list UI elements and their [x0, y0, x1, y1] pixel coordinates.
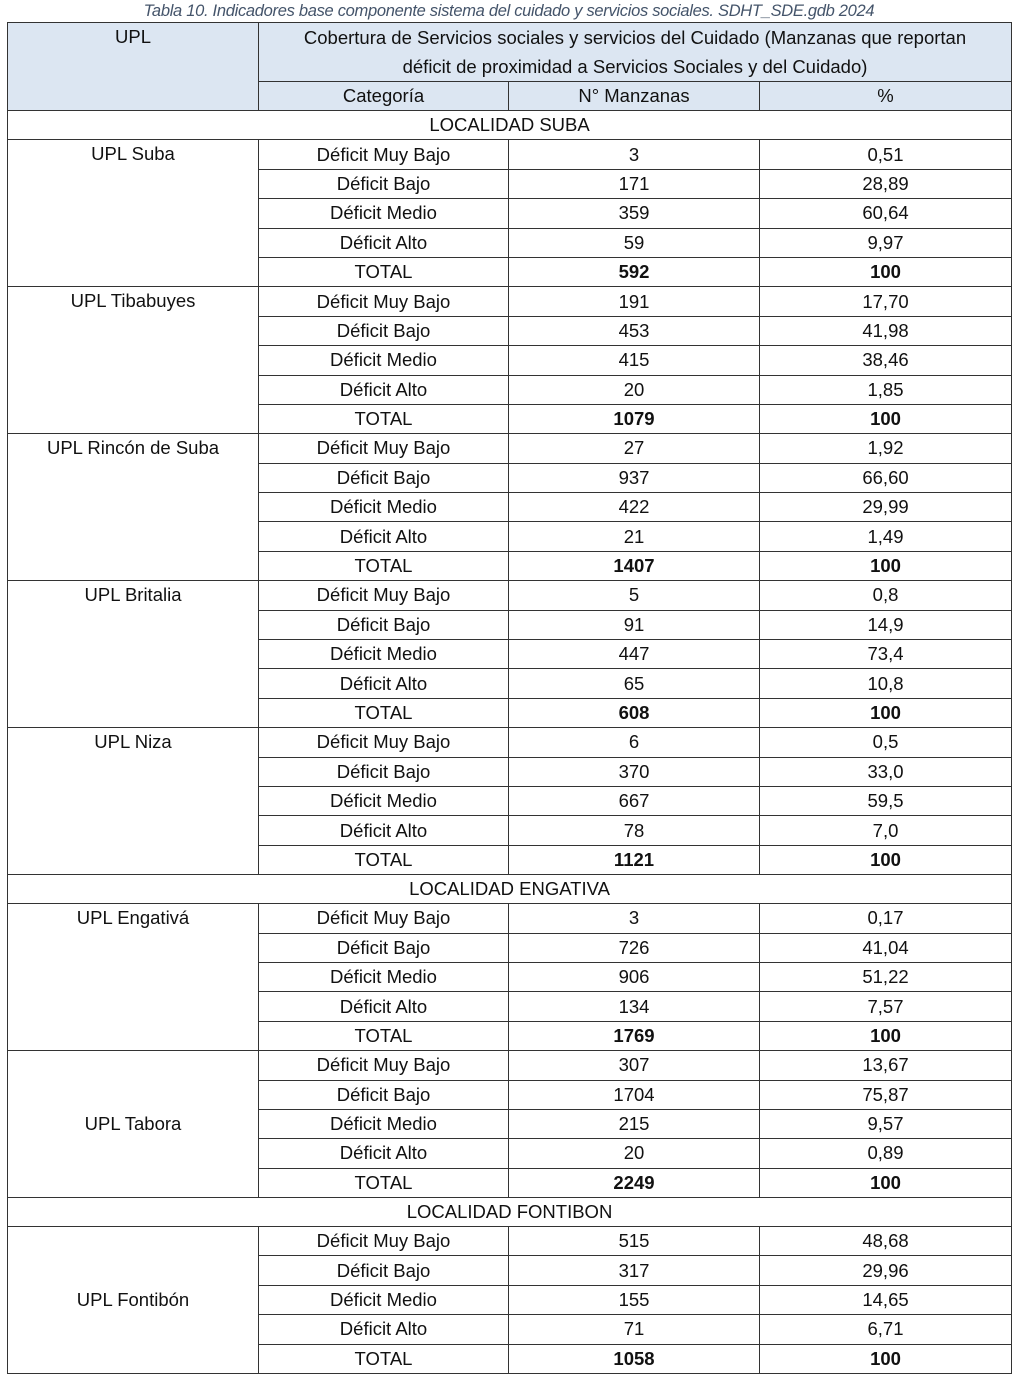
category-cell: Déficit Medio [259, 346, 509, 375]
percent-cell: 41,98 [760, 316, 1012, 345]
manzanas-cell: 1121 [509, 845, 760, 874]
table-caption: Tabla 10. Indicadores base componente sistema del cuidado y servicios sociales. SDHT_SDE.gdb 2024 [143, 2, 875, 20]
manzanas-cell: 171 [509, 169, 760, 198]
table-row [8, 287, 1012, 316]
manzanas-cell: 71 [509, 1315, 760, 1344]
category-cell: TOTAL [259, 1168, 509, 1197]
percent-cell: 7,0 [760, 816, 1012, 845]
percent-cell: 100 [760, 1021, 1012, 1050]
upl-name: UPL Fontibón [8, 1227, 259, 1374]
manzanas-cell: 3 [509, 140, 760, 169]
category-cell: Déficit Alto [259, 816, 509, 845]
percent-cell: 1,49 [760, 522, 1012, 551]
percent-cell: 0,51 [760, 140, 1012, 169]
manzanas-cell: 155 [509, 1285, 760, 1314]
percent-cell: 28,89 [760, 169, 1012, 198]
header-title-strong: Cobertura de Servicios sociales y servicios del Cuidado [303, 27, 760, 48]
percent-cell: 51,22 [760, 962, 1012, 991]
manzanas-cell: 2249 [509, 1168, 760, 1197]
manzanas-cell: 415 [509, 346, 760, 375]
localidad-row [8, 1198, 1012, 1227]
category-cell: Déficit Medio [259, 640, 509, 669]
percent-cell: 100 [760, 404, 1012, 433]
manzanas-cell: 191 [509, 287, 760, 316]
percent-cell: 29,96 [760, 1256, 1012, 1285]
percent-cell: 9,57 [760, 1109, 1012, 1138]
category-cell: TOTAL [259, 257, 509, 286]
category-cell: Déficit Bajo [259, 463, 509, 492]
category-cell: Déficit Muy Bajo [259, 904, 509, 933]
category-cell: Déficit Alto [259, 1315, 509, 1344]
header-percent: % [760, 82, 1012, 111]
percent-cell: 59,5 [760, 786, 1012, 815]
table-row [8, 140, 1012, 169]
manzanas-cell: 1079 [509, 404, 760, 433]
manzanas-cell: 21 [509, 522, 760, 551]
header-title [259, 23, 1012, 82]
localidad-label: LOCALIDAD ENGATIVA [8, 875, 1012, 904]
category-cell: Déficit Muy Bajo [259, 1227, 509, 1256]
category-cell: Déficit Alto [259, 669, 509, 698]
percent-cell: 0,8 [760, 581, 1012, 610]
percent-cell: 100 [760, 1344, 1012, 1373]
header-upl: UPL [8, 23, 259, 111]
percent-cell: 14,9 [760, 610, 1012, 639]
header-categoria: Categoría [259, 82, 509, 111]
category-cell: Déficit Medio [259, 1285, 509, 1314]
category-cell: Déficit Medio [259, 493, 509, 522]
manzanas-cell: 59 [509, 228, 760, 257]
percent-cell: 48,68 [760, 1227, 1012, 1256]
percent-cell: 0,5 [760, 728, 1012, 757]
manzanas-cell: 215 [509, 1109, 760, 1138]
category-cell: Déficit Alto [259, 992, 509, 1021]
category-cell: Déficit Bajo [259, 169, 509, 198]
manzanas-cell: 1769 [509, 1021, 760, 1050]
table-row [8, 728, 1012, 757]
upl-name: UPL Engativá [8, 904, 259, 1051]
manzanas-cell: 1407 [509, 551, 760, 580]
percent-cell: 100 [760, 845, 1012, 874]
percent-cell: 38,46 [760, 346, 1012, 375]
localidad-label: LOCALIDAD SUBA [8, 111, 1012, 140]
percent-cell: 100 [760, 551, 1012, 580]
manzanas-cell: 726 [509, 933, 760, 962]
category-cell: TOTAL [259, 1344, 509, 1373]
category-cell: Déficit Bajo [259, 757, 509, 786]
table-row [8, 434, 1012, 463]
table-body [8, 111, 1012, 1374]
category-cell: TOTAL [259, 551, 509, 580]
table-row [8, 1051, 1012, 1080]
percent-cell: 73,4 [760, 640, 1012, 669]
manzanas-cell: 5 [509, 581, 760, 610]
percent-cell: 17,70 [760, 287, 1012, 316]
manzanas-cell: 592 [509, 257, 760, 286]
localidad-row [8, 875, 1012, 904]
manzanas-cell: 447 [509, 640, 760, 669]
manzanas-cell: 20 [509, 1139, 760, 1168]
category-cell: Déficit Muy Bajo [259, 140, 509, 169]
manzanas-cell: 370 [509, 757, 760, 786]
manzanas-cell: 359 [509, 199, 760, 228]
percent-cell: 0,89 [760, 1139, 1012, 1168]
manzanas-cell: 307 [509, 1051, 760, 1080]
category-cell: TOTAL [259, 1021, 509, 1050]
percent-cell: 9,97 [760, 228, 1012, 257]
localidad-row [8, 111, 1012, 140]
category-cell: Déficit Alto [259, 375, 509, 404]
localidad-label: LOCALIDAD FONTIBON [8, 1198, 1012, 1227]
percent-cell: 29,99 [760, 493, 1012, 522]
category-cell: Déficit Muy Bajo [259, 1051, 509, 1080]
manzanas-cell: 1704 [509, 1080, 760, 1109]
upl-name: UPL Tibabuyes [8, 287, 259, 434]
manzanas-cell: 515 [509, 1227, 760, 1256]
manzanas-cell: 65 [509, 669, 760, 698]
category-cell: Déficit Muy Bajo [259, 434, 509, 463]
category-cell: TOTAL [259, 845, 509, 874]
manzanas-cell: 6 [509, 728, 760, 757]
manzanas-cell: 937 [509, 463, 760, 492]
indicators-table [7, 22, 1012, 1374]
percent-cell: 100 [760, 257, 1012, 286]
manzanas-cell: 20 [509, 375, 760, 404]
manzanas-cell: 78 [509, 816, 760, 845]
manzanas-cell: 453 [509, 316, 760, 345]
header-manzanas: N° Manzanas [509, 82, 760, 111]
percent-cell: 13,67 [760, 1051, 1012, 1080]
manzanas-cell: 91 [509, 610, 760, 639]
table-row [8, 904, 1012, 933]
upl-name: UPL Suba [8, 140, 259, 287]
percent-cell: 41,04 [760, 933, 1012, 962]
percent-cell: 14,65 [760, 1285, 1012, 1314]
category-cell: Déficit Alto [259, 1139, 509, 1168]
manzanas-cell: 134 [509, 992, 760, 1021]
category-cell: Déficit Medio [259, 786, 509, 815]
category-cell: Déficit Medio [259, 199, 509, 228]
percent-cell: 66,60 [760, 463, 1012, 492]
manzanas-cell: 667 [509, 786, 760, 815]
category-cell: Déficit Muy Bajo [259, 728, 509, 757]
category-cell: Déficit Alto [259, 228, 509, 257]
percent-cell: 100 [760, 1168, 1012, 1197]
category-cell: TOTAL [259, 698, 509, 727]
category-cell: Déficit Bajo [259, 1080, 509, 1109]
category-cell: Déficit Bajo [259, 610, 509, 639]
category-cell: Déficit Medio [259, 1109, 509, 1138]
manzanas-cell: 906 [509, 962, 760, 991]
percent-cell: 1,92 [760, 434, 1012, 463]
table-row [8, 581, 1012, 610]
percent-cell: 33,0 [760, 757, 1012, 786]
percent-cell: 10,8 [760, 669, 1012, 698]
percent-cell: 60,64 [760, 199, 1012, 228]
upl-name: UPL Tabora [8, 1051, 259, 1198]
category-cell: Déficit Bajo [259, 933, 509, 962]
category-cell: Déficit Bajo [259, 1256, 509, 1285]
category-cell: Déficit Medio [259, 962, 509, 991]
manzanas-cell: 608 [509, 698, 760, 727]
manzanas-cell: 317 [509, 1256, 760, 1285]
percent-cell: 100 [760, 698, 1012, 727]
header-title-rest: (Manzanas que reportan déficit de proximidad a Servicios Sociales y del Cuidado) [402, 27, 967, 77]
percent-cell: 6,71 [760, 1315, 1012, 1344]
upl-name: UPL Britalia [8, 581, 259, 728]
category-cell: TOTAL [259, 404, 509, 433]
category-cell: Déficit Bajo [259, 316, 509, 345]
category-cell: Déficit Alto [259, 522, 509, 551]
upl-name: UPL Rincón de Suba [8, 434, 259, 581]
manzanas-cell: 1058 [509, 1344, 760, 1373]
manzanas-cell: 27 [509, 434, 760, 463]
percent-cell: 0,17 [760, 904, 1012, 933]
category-cell: Déficit Muy Bajo [259, 581, 509, 610]
category-cell: Déficit Muy Bajo [259, 287, 509, 316]
upl-name: UPL Niza [8, 728, 259, 875]
percent-cell: 1,85 [760, 375, 1012, 404]
percent-cell: 75,87 [760, 1080, 1012, 1109]
manzanas-cell: 422 [509, 493, 760, 522]
manzanas-cell: 3 [509, 904, 760, 933]
percent-cell: 7,57 [760, 992, 1012, 1021]
table-row [8, 1227, 1012, 1256]
